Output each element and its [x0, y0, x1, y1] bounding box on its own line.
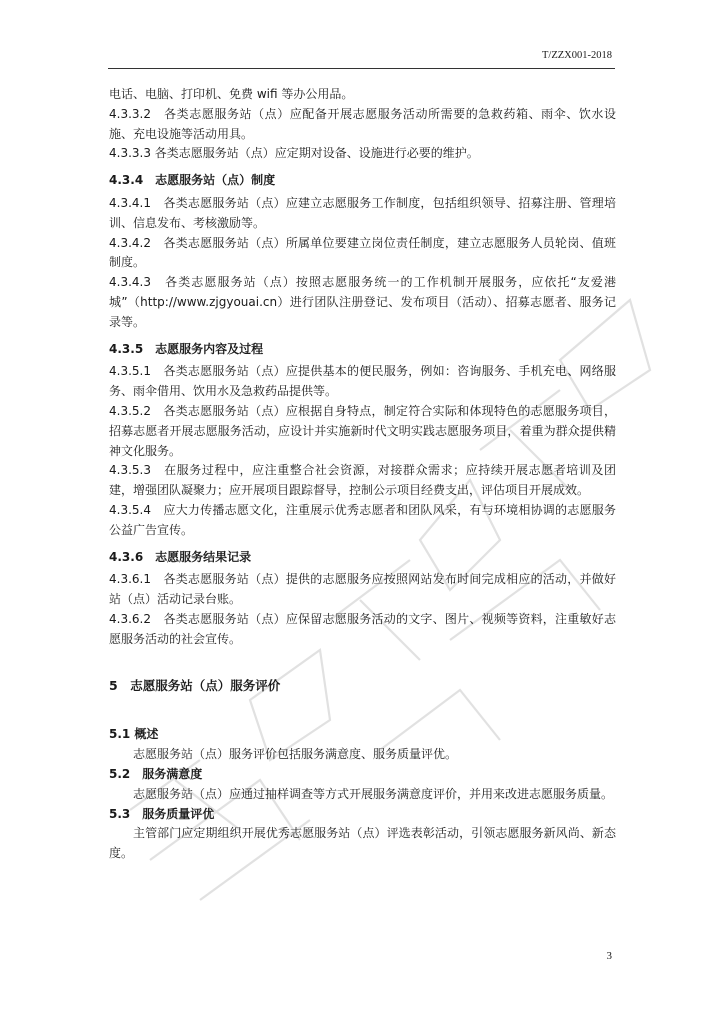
- clause-4-3-6-1: 4.3.6.1 各类志愿服务站（点）提供的志愿服务应按照网站发布时间完成相应的活动，并做好站（点）活动记录台账。: [109, 572, 616, 607]
- document-number: T/ZZX001-2018: [542, 50, 612, 61]
- paragraph-5-2: 志愿服务站（点）应通过抽样调查等方式开展服务满意度评价，并用来改进志愿服务质量。: [133, 786, 614, 801]
- page-number: 3: [606, 950, 612, 962]
- heading-5-2: 5.2 服务满意度: [109, 766, 203, 781]
- clause-4-3-5-1: 4.3.5.1 各类志愿服务站（点）应提供基本的便民服务，例如：咨询服务、手机充电、网络服务、雨伞借用、饮用水及急救药品提供等。: [109, 364, 616, 399]
- clause-4-3-5-3: 4.3.5.3 在服务过程中，应注重整合社会资源，对接群众需求；应持续开展志愿者培训及团建，增强团队凝聚力；应开展项目跟踪督导，控制公示项目经费支出，评估项目开展成效。: [109, 463, 616, 498]
- document-body: [109, 85, 616, 864]
- heading-4-3-6: 4.3.6 志愿服务结果记录: [109, 549, 252, 564]
- header-rule: [108, 68, 615, 69]
- heading-4-3-4: 4.3.4 志愿服务站（点）制度: [109, 173, 276, 188]
- heading-5-1: 5.1 概述: [109, 727, 159, 742]
- heading-5-3: 5.3 服务质量评优: [109, 806, 215, 821]
- heading-section-5: 5 志愿服务站（点）服务评价: [109, 677, 281, 693]
- clause-4-3-5-4: 4.3.5.4 应大力传播志愿文化，注重展示优秀志愿者和团队风采，有与环境相协调的志愿服务公益广告宣传。: [109, 502, 616, 537]
- heading-4-3-5: 4.3.5 志愿服务内容及过程: [109, 341, 264, 356]
- clause-4-3-4-2: 4.3.4.2 各类志愿服务站（点）所属单位要建立岗位责任制度，建立志愿服务人员轮岗、值班制度。: [109, 235, 616, 270]
- clause-4-3-6-2: 4.3.6.2 各类志愿服务站（点）应保留志愿服务活动的文字、图片、视频等资料，注重敏好志愿服务活动的社会宣传。: [109, 611, 616, 646]
- paragraph-5-1: 志愿服务站（点）服务评价包括服务满意度、服务质量评优。: [133, 747, 458, 762]
- clause-4-3-5-2: 4.3.5.2 各类志愿服务站（点）应根据自身特点，制定符合实际和体现特色的志愿服务项目，招募志愿者开展志愿服务活动，应设计并实施新时代文明实践志愿服务项目，着重为群众提供精神文化服务。: [109, 403, 616, 458]
- clause-4-3-3-3: 4.3.3.3 各类志愿服务站（点）应定期对设备、设施进行必要的维护。: [109, 146, 479, 161]
- paragraph-5-3: 主管部门应定期组织开展优秀志愿服务站（点）评选表彰活动，引领志愿服务新风尚、新态度。: [109, 826, 616, 861]
- clause-4-3-4-1: 4.3.4.1 各类志愿服务站（点）应建立志愿服务工作制度，包括组织领导、招募注册、管理培训、信息发布、考核激励等。: [109, 195, 616, 230]
- paragraph-office-supplies: 电话、电脑、打印机、免费 wifi 等办公用品。: [109, 87, 354, 101]
- clause-4-3-4-3: 4.3.4.3 各类志愿服务站（点）按照志愿服务统一的工作机制开展服务，应依托“友爱港城”（http://www.zjgyouai.cn）进行团队注册登记、发布项目（活动）、招募志愿者、服务记录等。: [109, 275, 616, 329]
- clause-4-3-3-2: 4.3.3.2 各类志愿服务站（点）应配备开展志愿服务活动所需要的急救药箱、雨伞、饮水设施、充电设施等活动用具。: [109, 106, 616, 141]
